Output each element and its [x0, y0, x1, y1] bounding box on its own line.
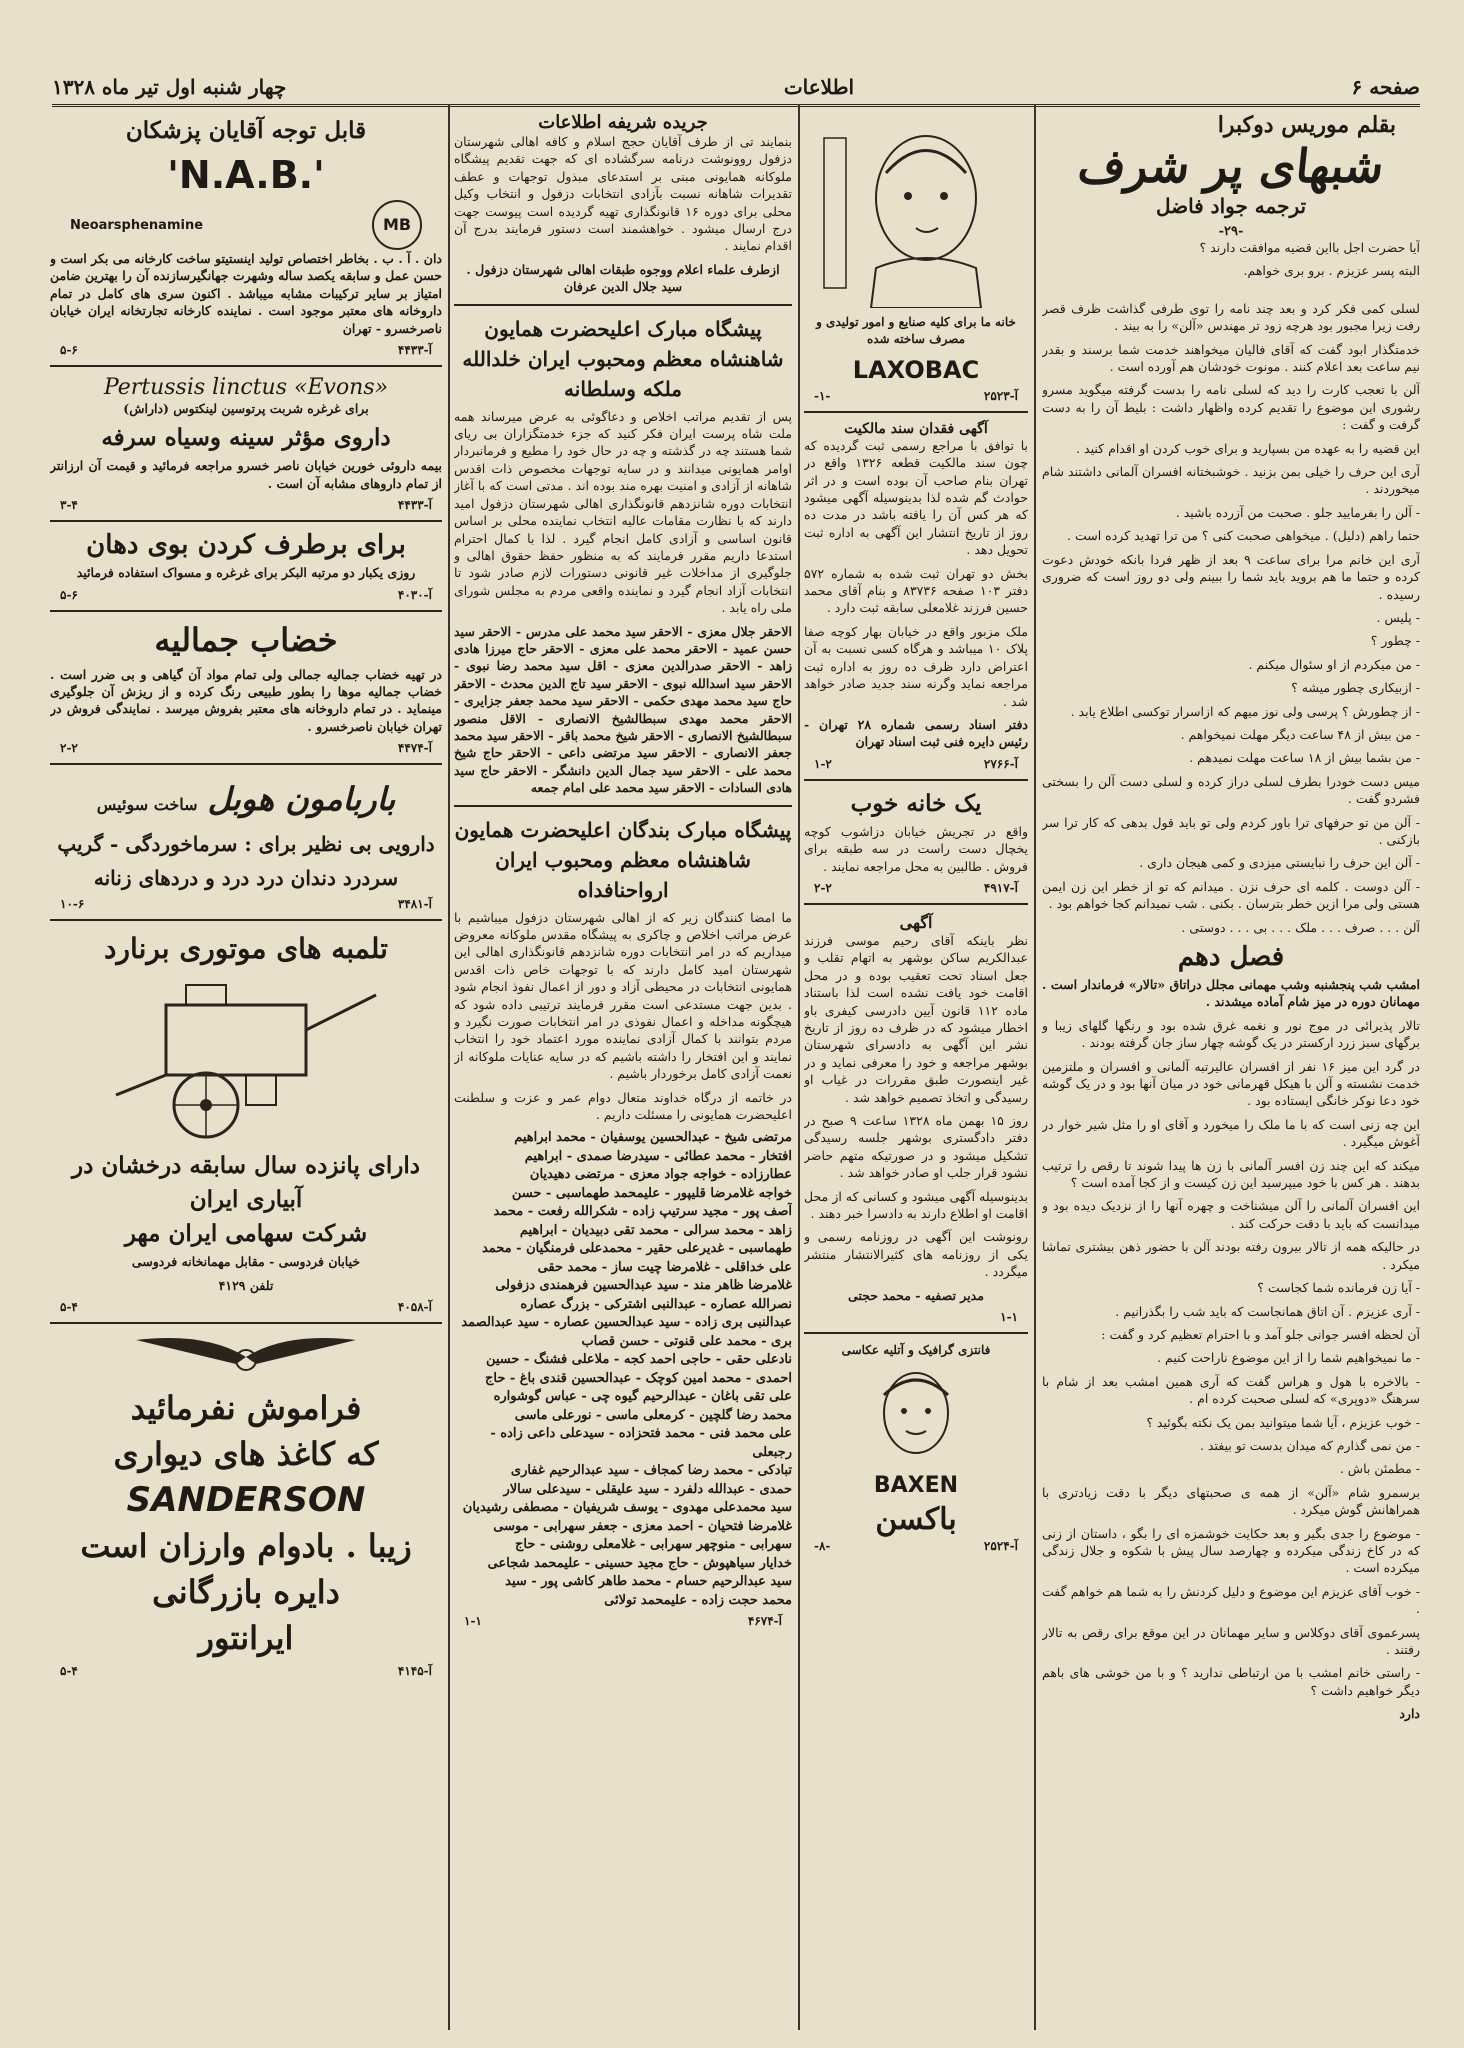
story-part-number: -۲۹-	[1218, 224, 1244, 239]
story-author: بقلم موریس دوکبرا	[1217, 112, 1396, 138]
story-paragraph: - پلیس .	[1376, 609, 1420, 625]
sanderson-line: که کاغذ های دیواری	[113, 1435, 379, 1474]
divider	[50, 365, 442, 367]
ad-ref-code: -۱-	[814, 388, 831, 403]
pertussis-title: داروی مؤثر سینه وسیاه سرفه	[101, 424, 391, 452]
sanderson-line: دایره بازرگانی	[152, 1573, 340, 1612]
deed-notice-paragraph: دفتر اسناد رسمی شماره ۲۸ تهران - رئیس دایره فنی ثبت اسناد تهران	[804, 716, 1028, 750]
telegram-text: بنمایند تی از طرف آقایان حجج اسلام و کافه اهالی شهرستان دزفول روونوشت درنامه سرگشاده ای که جهت تقدیم پیشگاه ملوکانه همایونی مبنی بر استدعای مبذول توجهات و عطف تقدیرات شاهانه نسبت بآزادی انتخابات دزفول و انتخاب وکیل محلی برای دوره ۱۶ قانونگذاری تهیه گردیده است پیوست جهت درج ارسال میشود . خواهشمند است دستور فرمایند بدرج آن اقدام نمایند .	[454, 134, 792, 254]
chapter-paragraph: - خوب عزیزم ، آیا شما میتوانید بمن یک نکته بگوئید ؟	[1146, 1414, 1420, 1430]
pertussis-latin-title: Pertussis linctus «Evons»	[103, 375, 389, 401]
pump-ad	[50, 929, 442, 1314]
chapter-paragraph: - آیا زن فرمانده شما کجاست ؟	[1257, 1280, 1420, 1296]
ad-ref-code: ۲۵۲۴-آ	[983, 1539, 1018, 1554]
signer-line: علی خداقلی - غلامرضا چیت ساز - محمد حقی	[537, 1259, 792, 1275]
signer-line: علی محمد فنی - محمد فتحزاده - سیدعلی داعی زاده - رجبعلی	[490, 1426, 792, 1460]
signer-line: حمدی - عبدالله دلفرد - سید علیقلی - سیدعلی سالار	[503, 1481, 792, 1497]
divider	[804, 411, 1028, 413]
story-paragraph: - آلن دوست . کلمه ای حرف نزن . میدانم که تو از خطر این زن ایمن هستی ولی مرا ازین خطر بترسان . بکنی . شب نمیدانم کجا خواهم بود .	[1042, 878, 1420, 912]
story-intro-line: البته پسر عزیزم . برو بری خواهم.	[1243, 263, 1420, 279]
signer-line: طهماسبی - غدیرعلی حقیر - محمدعلی فرمنگیان - محمد	[481, 1241, 792, 1257]
ad-ref-code: ۵-۴	[60, 1664, 78, 1679]
chapter-paragraph: - موضوع را جدی بگیر و بعد حکایت خوشمزه ای را بگو ، داستان از زنی که در کاخ زندگی میکرده و چهارصد سال پیش با شکوه و جلال زندگی میکرده است .	[1042, 1525, 1420, 1576]
story-paragraph: - آلن را بفرمایید جلو . صحبت من آزرده باشید .	[1175, 504, 1420, 520]
portrait-illustration	[826, 1365, 1006, 1465]
sanderson-line: ایرانتور	[198, 1619, 294, 1658]
divider	[50, 1322, 442, 1324]
sanderson-brand: SANDERSON	[126, 1480, 366, 1521]
court-notice-title: آگهی	[899, 912, 933, 932]
signer-line: خواجه غلامرضا قلیپور - علیمحمد طهماسبی - حسن	[511, 1185, 792, 1201]
nab-subtitle: Neoarsphenamine	[70, 217, 204, 233]
barbamon-origin: ساخت سوئیس	[96, 795, 198, 815]
story-continued: دارد	[1399, 1706, 1420, 1722]
paper-name: اطلاعات	[783, 75, 855, 99]
deed-notice-paragraph: با توافق با مراجع رسمی ثبت گردیده که چون سند مالکیت قطعه ۱۳۲۶ واقع در تهران بنام صاحب آن بوده است و در اثر حوادث گم شده لذا بدینوسیله آگهی میشود که هر کس آن را یافته باشد در مدت ده روز از تاریخ انتشار این آگهی به اداره ثبت تحویل دهد .	[804, 437, 1028, 558]
petition-signers: الاحقر جلال معزی - الاحقر سید محمد علی مدرس - الاحقر سید حسن عمید - الاحقر محمد علی معزی - الاحقر حاج میرزا هادی زاهد - الاحقر صدرالدین معزی - اقل سید محمد رضا نبوی - الاحقر سید اسدالله نبوی - الاحقر سید تاج الدین محدث - الاحقر حاج سید محمد مهدی حکمی - الاحقر سید محمد جعفر جزایری - الاحقر محمد مهدی سبطالشیخ الانصاری - الاقل منصور سبطالشیخ الانصاری - الاحقر شیخ محمد باقر - الاحقر سید محمد جعفر الانصاری - الاحقر سید مرتضی داعی - الاحقر حاج شیخ محمد علی - الاحقر سید جمال الدین دانشگر - الاحقر حاج سید هادی السادات - الاحقر سید محمد علی امام جمعه	[454, 623, 792, 796]
petition-title: پیشگاه مبارک اعلیحضرت همایون شاهنشاه معظم ومحبوب ایران خلدالله ملکه وسلطانه	[462, 316, 784, 401]
page-number: صفحه ۶	[1351, 75, 1420, 99]
issue-date: چهار شنبه اول تیر ماه ۱۳۲۸	[52, 75, 287, 99]
barbamon-line: سردرد دندان درد درد و دردهای زنانه	[93, 866, 399, 891]
signer-line: غلامرضا فتحیان - احمد معزی - جعفر سهرابی - موسی	[493, 1518, 792, 1534]
deed-notice-title: آگهی فقدان سند مالکیت	[844, 420, 988, 437]
chapter-paragraph: - من نمی گذارم که میدان بدست تو بیفتد .	[1199, 1437, 1420, 1453]
divider	[454, 304, 792, 306]
water-pump-illustration	[96, 975, 396, 1145]
chapter-paragraph: برسمرو شام «آلن» از همه ی صحبتهای دیگر با دقت زیادتری با همراهانش گوش میکرد .	[1042, 1484, 1420, 1518]
divider	[50, 610, 442, 612]
story-paragraph: آلن با تعجب کارت را دید که لسلی نامه را بدست گرفته میگوید مسرو رشوری این موضوع را تقدیم کرده واظهار داشت : بلیط آن را به دست گرفت و گفت :	[1042, 382, 1420, 433]
story-paragraph: - آلن این حرف را نبایستی میزدی و کمی هیجان داری .	[1139, 855, 1420, 871]
sanderson-line: فراموش نفرمائید	[130, 1389, 362, 1428]
ad-ref-code: ۴۴۷۴-آ	[397, 741, 432, 756]
house-ad-title: یک خانه خوب	[850, 789, 982, 817]
deed-notice-paragraph: بخش دو تهران ثبت شده به شماره ۵۷۲ دفتر ۱۰۳ صفحه ۸۳۷۳۶ و بنام آقای محمد حسین فرزند غلامعلی سابقه ثبت دارد .	[804, 565, 1028, 616]
signer-line: افتخار - محمد عطائی - سیدرضا صمدی - ابراهیم	[524, 1148, 792, 1164]
ad-ref-code: ۳-۴	[60, 498, 78, 513]
court-notice-signature: مدیر تصفیه - محمد حجتی	[848, 1287, 984, 1303]
story-paragraph: - ازبیکاری چطور میشه ؟	[1291, 680, 1420, 696]
signer-line: خدایار سیاهپوش - حاج مجید حسینی - علیمحمد شجاعی	[487, 1555, 792, 1571]
chapter-paragraph: - بالاخره با هول و هراس گفت که آری همین امشب بعد از شام با سرهنگ «دوپری» که لسلی صحبت کرده ام .	[1042, 1373, 1420, 1407]
story-translator: ترجمه جواد فاضل	[1155, 194, 1307, 218]
column-rule	[798, 104, 800, 2030]
story-paragraph: حتما راهم (دلیل) . میخواهی صحبت کنی ؟ من ترا تهدید کرده است .	[1067, 528, 1420, 544]
chapter-paragraph: میکند که این چند زن افسر آلمانی با زن ها پیدا شوند تا رقص را ترتیب بدهند . هر کس با خود میپرسید این زن کیست و از کجا آمده است ؟	[1042, 1157, 1420, 1191]
pump-title: تلمبه های موتوری برنارد	[104, 932, 388, 966]
court-notice-paragraph: رونوشت این آگهی در روزنامه رسمی و یکی از روزنامه های کثیرالانتشار منتشر میگردد .	[804, 1229, 1028, 1280]
winged-emblem-icon	[126, 1332, 366, 1382]
signer-line: نصرالله عصاره - عبدالنبی اشترکی - بزرگ عصاره	[520, 1296, 792, 1312]
signer-line: محمد حجت زاده - علیمحمد تولائی	[604, 1592, 792, 1608]
chapter-paragraph: این افسران آلمانی را آلن میشناخت و چهره آنها را از نزدیک دیده بود و میدانست که باید با دقت حرکت کند .	[1042, 1198, 1420, 1231]
chapter-intro: امشب شب پنجشنبه وشب مهمانی مجلل دراتاق «تالار» فرماندار است . مهمانان دوره در میز شام آماده میشدند .	[1042, 977, 1420, 1010]
story-paragraph: آری این حرف را خیلی بمن بزنید . خوشبختانه افسران آلمانی داشتند شام میخوردند .	[1042, 464, 1420, 497]
ad-ref-code: ۱-۱	[464, 1614, 482, 1629]
story-paragraph: - از چطورش ؟ پرسی ولی نوز میهم که ازاسرار توکسی اطلاع یابد .	[1070, 703, 1420, 719]
notices-column	[804, 112, 1028, 2028]
chapter-paragraph: - مطمئن باش .	[1339, 1461, 1420, 1477]
house-ad-text: واقع در تجریش خیابان دزاشوب کوچه یخچال دست راست در سه طبقه برای فروش . طالبین به محل مراجعه نمایند .	[804, 823, 1028, 874]
nab-ad	[50, 116, 442, 357]
chapter-paragraph: آن لحظه افسر جوانی جلو آمد و با احترام تعظیم کرد و گفت :	[1101, 1326, 1420, 1342]
signer-line: بری - محمد علی قنوتی - حسن قصاب	[581, 1333, 792, 1349]
deed-notice-paragraph: ملک مزبور واقع در خیابان بهار کوچه صفا پلاک ۱۰ میباشد و هرگاه کسی نسبت به آن اعتراض دارد ظرف ده روز به اداره ثبت مراجعه نماید وگرنه سند جدید صادر خواهد شد .	[804, 623, 1028, 709]
ad-ref-code: ۱-۲	[814, 756, 832, 771]
ad-ref-code: ۲-۲	[814, 880, 832, 895]
chapter-paragraph: - خوب آقای عزیزم این موضوع و دلیل کردنش را به شما هم خواهم گفت .	[1042, 1583, 1420, 1617]
pump-line: دارای پانزده سال سابقه درخشان در	[72, 1152, 420, 1180]
sanderson-ad	[50, 1332, 442, 1678]
divider	[804, 779, 1028, 781]
hair-dye-title: خضاب جمالیه	[154, 620, 338, 659]
pump-phone: تلفن ۴۱۲۹	[218, 1277, 274, 1293]
breath-text: روزی یکبار دو مرتبه البکر برای غرغره و مسواک استفاده فرمائید	[76, 565, 416, 581]
story-paragraph: آری این خانم مرا برای ساعت ۹ بعد از ظهر فردا بانکه خودش دعوت کرده و حتما ما هم بروید باید شما را ببینم ولی دو روز است که ضروری رسیده .	[1042, 551, 1420, 602]
baxen-top: فانتزی گرافیک و آتلیه عکاسی	[841, 1343, 991, 1358]
chapter-paragraph: این چه زنی است که با ما ملک را میخورد و آقای او را مثل شیر خوار در آغوش میگیرد .	[1042, 1116, 1420, 1150]
serial-story-column	[1042, 112, 1420, 2028]
court-notice-paragraph: نظر باینکه آقای رحیم موسی فرزند عبدالکریم ساکن بوشهر به اتهام تقلب و جعل اسناد تحت تعقیب بوده و در محل اقامت خود یافت نشده است لذا باستناد ماده ۱۱۲ قانون آیین دادرسی کیفری باو اخطار میشود که در ظرف ده روز از تاریخ نشر این آگهی به دادسرای شهرستان بوشهر مراجعه و خود را معرفی نماید و در غیر اینصورت طبق مقررات در غیاب او رسیدگی و اتخاذ تصمیم خواهد شد .	[804, 932, 1028, 1105]
nab-header: قابل توجه آقایان پزشکان	[125, 117, 367, 144]
pertussis-line: برای غرغره شربت پرتوسین لینکتوس (داراش)	[123, 401, 369, 417]
chapter-title: فصل دهم	[1177, 942, 1285, 972]
hair-dye-text: در تهیه خضاب جمالیه جمالی ولی تمام مواد آن گیاهی و بی ضرر است . خضاب جمالیه موها را بطور طبیعی رنگ کرده و از ریزش آن جلوگیری مینماید . در تمام داروخانه های معتبر بفروش میرسد . نمایندگی فروش در تهران خیابان ناصرخسرو .	[50, 666, 442, 734]
story-paragraph: - من بیش از ۴۸ ساعت دیگر مهلت نمیخواهم .	[1180, 726, 1420, 742]
ad-ref-code: -۸-	[814, 1539, 831, 1554]
nab-text: دان . آ . ب . بخاطر اختصاص تولید اینستیتو ساخت کارخانه می بکر است و حسن عمل و سابقه یکصد ساله وشهرت جهانگیرسازنده آن را بهترین ضامن امتیاز بر سایر ترکیبات مشابه میباشد . اکنون سری های کامل در تمام داروخانه های معتبر موجود است . نماینده کارخانه تجارتخانه ایران خیابان ناصرخسرو - تهران	[50, 251, 442, 336]
chapter-paragraph: در گرد این میز ۱۶ نفر از افسران عالیرتبه آلمانی و افسران و ملتزمین خدمت نشسته و آلن با هیکل قهرمانی خود در میان آنها بود و در یک گوشه خود دعا نوکر خانگی ایستاده بود .	[1042, 1058, 1420, 1109]
laxobac-ad	[804, 118, 1028, 403]
sanderson-line: زیبا . بادوام وارزان است	[80, 1527, 412, 1566]
petition-text: پس از تقدیم مراتب اخلاص و دعاگوئی به عرض میرساند همه ملت شاه پرست ایران فکر کنید که جزء خدمتگزاران بی ریای شما هستند چه در گذشته و چه در حال خود را مطیع و فرمانبردار اوامر همایونی میدانند و در سایه توجهات مخصوص ذات اقدس شاهانه از آزادی و امنیت بهره مند بوده اند . مدتی است که با آغاز انتخابات دوره شانزدهم قانونگذاری اهالی شهرستان دزفول امید دارند که با نظارت مقامات عالیه انتخاب نماینده محلی بر اساس قانون اساسی و آزادی کامل انجام گیرد . لذا با کمال احترام استدعا داریم مقرر فرمایند که به منظور حفظ حقوق اهالی و جلوگیری از مداخلات غیر قانونی دستورات لازم صادر شود تا انتخابات آزاد انجام گیرد و نماینده واقعی مردم به مجلس شورای ملی راه یابد .	[454, 408, 792, 616]
story-paragraph: لسلی کمی فکر کرد و بعد چند نامه را توی طرفی گذاشت ظرف قصر رفت زیرا مجبور بود هرچه زود تر مهندس «آلن» را به بیند .	[1042, 300, 1420, 334]
barbamon-sub: دارویی بی نظیر برای : سرماخوردگی - گریپ	[57, 832, 435, 857]
story-title: شبهای پر شرف	[1075, 139, 1387, 193]
chapter-paragraph: - ما نمیخواهیم شما را از این موضوع ناراحت کنیم .	[1157, 1350, 1420, 1366]
signer-line: تبادکی - محمد رضا کمجاف - سید عبدالرحیم غفاری	[510, 1463, 792, 1479]
court-notice-paragraph: روز ۱۵ بهمن ماه ۱۳۲۸ ساعت ۹ صبح در دفتر دادگستری بوشهر جلسه رسیدگی تشکیل میشود و در صورتیکه متهم حاضر نشود قرار جلب او صادر خواهد شد .	[804, 1113, 1028, 1181]
story-intro-line: آیا حضرت اجل بااین قضیه موافقت دارند ؟	[1199, 240, 1420, 255]
divider	[454, 805, 792, 807]
petition-closing: در خاتمه از درگاه خداوند متعال دوام عمر و عزت و سلطنت اعلیحضرت همایونی را مسئلت داریم .	[454, 1089, 792, 1123]
column-rule	[1034, 104, 1036, 2030]
signer-line: آصف پور - مجید سرتیپ زاده - شکرالله رفعت - محمد	[493, 1204, 792, 1220]
ad-ref-code: ۵-۶	[60, 587, 78, 602]
pertussis-ad	[50, 375, 442, 512]
divider	[50, 763, 442, 765]
signer-line: احمدی - محمد امین کوچک - عبدالحسین قندی باغ - حاج	[484, 1370, 792, 1386]
baxen-persian-name: باکسن	[875, 1502, 957, 1538]
ad-ref-code: ۴۰۵۸-آ	[397, 1300, 432, 1315]
signer-line: عبدالنبی بری زاده - سید عبدالحسین عصاره - سید عبدالصمد	[461, 1315, 792, 1331]
story-paragraph: - چطور ؟	[1370, 633, 1420, 649]
ad-ref-code: ۲۵۲۳-آ	[983, 388, 1018, 403]
signer-line: سهرابی - منوچهر سهرابی - غلامعلی روشنی - حاج	[515, 1537, 792, 1553]
signer-line: سید عبدالرحیم حسام - محمد طاهر کاشی پور - سید	[505, 1574, 792, 1590]
ad-ref-code: ۴۴۳۳-آ	[397, 498, 432, 513]
pump-address: خیابان فردوسی - مقابل مهمانخانه فردوسی	[131, 1254, 361, 1270]
laxobac-text: خانه ما برای کلیه صنایع و امور تولیدی و مصرف ساخته شده	[816, 315, 1016, 347]
story-paragraph: میس دست خودرا بطرف لسلی دراز کرده و لسلی دست آلن را بسختی فشردو گفت .	[1042, 773, 1420, 807]
hair-dye-ad	[50, 620, 442, 756]
telegram-signature: ازطرف علماء اعلام ووجوه طبقات اهالی شهرستان دزفول . سید جلال الدین عرفان	[466, 261, 780, 295]
baxen-brand: BAXEN	[873, 1473, 959, 1499]
ad-ref-code: ۵-۴	[60, 1300, 78, 1315]
signer-line: علی تقی باغان - عبدالرحیم گیوه چی - عباس گوشواره	[493, 1389, 792, 1405]
ads-column	[50, 112, 442, 2028]
pump-line: آبیاری ایران	[189, 1186, 303, 1214]
breath-title: برای برطرف کردن بوی دهان	[86, 530, 406, 561]
story-paragraph: این قضیه را به عهده من بسپارید و برای خوب کردن او اقدام کنید .	[1076, 440, 1420, 456]
court-notice-paragraph: بدینوسیله آگهی میشود و کسانی که از محل اقامت او اطلاع دارند به دادسرا خبر دهند .	[804, 1188, 1028, 1222]
chapter-paragraph: تالار پذیرائی در موج نور و نغمه غرق شده بود و رنگها گلهای زیبا و برگهای سبز زرد ارکستر در یک گوشه چهار ساز جان گرفته بودند .	[1042, 1017, 1420, 1051]
face-illustration	[816, 118, 1016, 308]
chapter-paragraph: - راستی خانم امشب با من ارتباطی ندارید ؟ و با من خوشی های باهم دیگر خواهیم داشت ؟	[1042, 1665, 1420, 1698]
story-paragraph: - من میکردم از او سئوال میکنم .	[1248, 656, 1420, 672]
breath-ad	[50, 530, 442, 601]
chapter-paragraph: پسرعموی آقای دوکلاس و سایر مهمانان در این موقع برای رقص به تالار رفتند .	[1042, 1624, 1420, 1657]
ad-ref-code: ۴۶۷۴-آ	[747, 1614, 782, 1629]
story-paragraph: - من بشما بیش از ۱۸ ساعت مهلت نمیدهم .	[1189, 750, 1420, 766]
divider	[50, 919, 442, 921]
ad-ref-code: ۴۱۴۵-آ	[397, 1664, 432, 1679]
ad-ref-code: ۱۰-۶	[60, 897, 85, 912]
ad-ref-code: ۲۷۶۶-آ	[983, 756, 1018, 771]
telegram-title: جریده شریفه اطلاعات	[538, 112, 708, 133]
ad-ref-code: ۲-۲	[60, 741, 78, 756]
petition-title: پیشگاه مبارک بندگان اعلیحضرت همایون شاهنشاه معظم ومحبوب ایران ارواحنافداه	[454, 817, 792, 902]
signer-line: محمد رضا گلچین - کرمعلی ماسی - نورعلی ماسی	[514, 1407, 792, 1423]
divider	[804, 903, 1028, 905]
ad-ref-code: ۴۰۳۰-آ	[397, 587, 432, 602]
column-rule	[448, 104, 450, 2030]
petitions-column	[454, 112, 792, 2028]
story-paragraph: خدمتگذار ابود گفت که آقای فالیان میخواهند خدمت شما برسند و بقدر نیم ساعت بعد اعلام کنند . مونوت خودشان هم آورده است .	[1042, 341, 1420, 375]
ad-ref-code: ۵-۶	[60, 343, 78, 358]
divider	[50, 520, 442, 522]
chapter-paragraph: در حالیکه همه از تالار بیرون رفته بودند آلن با حضور ذهن بیشتری تماشا میکرد .	[1042, 1239, 1420, 1272]
baxen-ad	[804, 1342, 1028, 1553]
story-paragraph: آلن . . . صرف . . . ملک . . . بی . . . دوستی .	[1181, 919, 1420, 935]
divider	[804, 1332, 1028, 1334]
masthead	[52, 70, 1420, 107]
barbamon-ad	[50, 773, 442, 911]
signer-line: غلامرضا ظاهر مند - سید عبدالحسین فرهمندی دزفولی	[495, 1278, 792, 1294]
signer-line: عطارزاده - خواجه جواد معزی - مرتضی دهیدیان	[529, 1167, 792, 1183]
signer-line: سید محمدعلی مهدوی - یوسف شریفیان - مصطفی رشیدیان	[462, 1500, 792, 1516]
signer-line: نادعلی حقی - حاجی احمد کجه - ملاعلی فشنگ - حسین	[485, 1352, 792, 1368]
story-paragraph: - آلن من تو حرفهای ترا باور کردم ولی تو باید قول بدهی که کار ترا سر بازکنی .	[1042, 814, 1420, 847]
ad-ref-code: ۱-۱	[1000, 1310, 1018, 1325]
ad-ref-code: ۴۴۳۳-آ	[397, 343, 432, 358]
pertussis-text: بیمه داروئی خورین خیابان ناصر خسرو مراجعه فرمائید و قیمت آن ارزانتر از تمام داروهای مشابه آن است .	[50, 458, 442, 491]
pump-company: شرکت سهامی ایران مهر	[124, 1220, 368, 1248]
mb-logo: MB	[372, 200, 422, 250]
ad-ref-code: ۴۹۱۷-آ	[983, 880, 1018, 895]
chapter-paragraph: - آری عزیزم . آن اتاق همانجاست که باید شب را بگذرانیم .	[1115, 1303, 1420, 1319]
laxobac-brand: LAXOBAC	[852, 355, 980, 384]
signer-line: مرتضی شیخ - عبدالحسین یوسفیان - محمد ابراهیم	[514, 1130, 792, 1146]
barbamon-title: باربامون هوبل	[207, 780, 396, 819]
signer-line: زاهد - محمد سرالی - محمد تقی دبیدیان - ابراهیم	[519, 1222, 792, 1238]
nab-brand: 'N.A.B.'	[167, 153, 325, 197]
petition-text: ما امضا کنندگان زیر که از اهالی شهرستان دزفول میباشیم با عرض مراتب اخلاص و چاکری به پیشگاه مقدس ملوکانه معروض میداریم که در امر انتخابات دوره شانزدهم قانونگذاری اهالی این شهرستان امید کامل دارند که با توجهات خاص ذات اقدس همایونی انتخابات در محیطی آزاد و دور از اعمال نفوذ انجام شود . بدین جهت مستدعی است مقرر فرمایند ترتیبی داده شود که هیچگونه مداخله و اعمال نفوذی در امر انتخابات صورت نگیرد و مردم بتوانند با کمال آزادی نماینده مورد اعتماد خود را انتخاب نمایند و این افتخار را داشته باشیم که در سایه عنایات ملوکانه از نعمت آزادی کامل برخوردار باشیم .	[454, 909, 792, 1082]
ad-ref-code: ۳۴۸۱-آ	[397, 897, 432, 912]
